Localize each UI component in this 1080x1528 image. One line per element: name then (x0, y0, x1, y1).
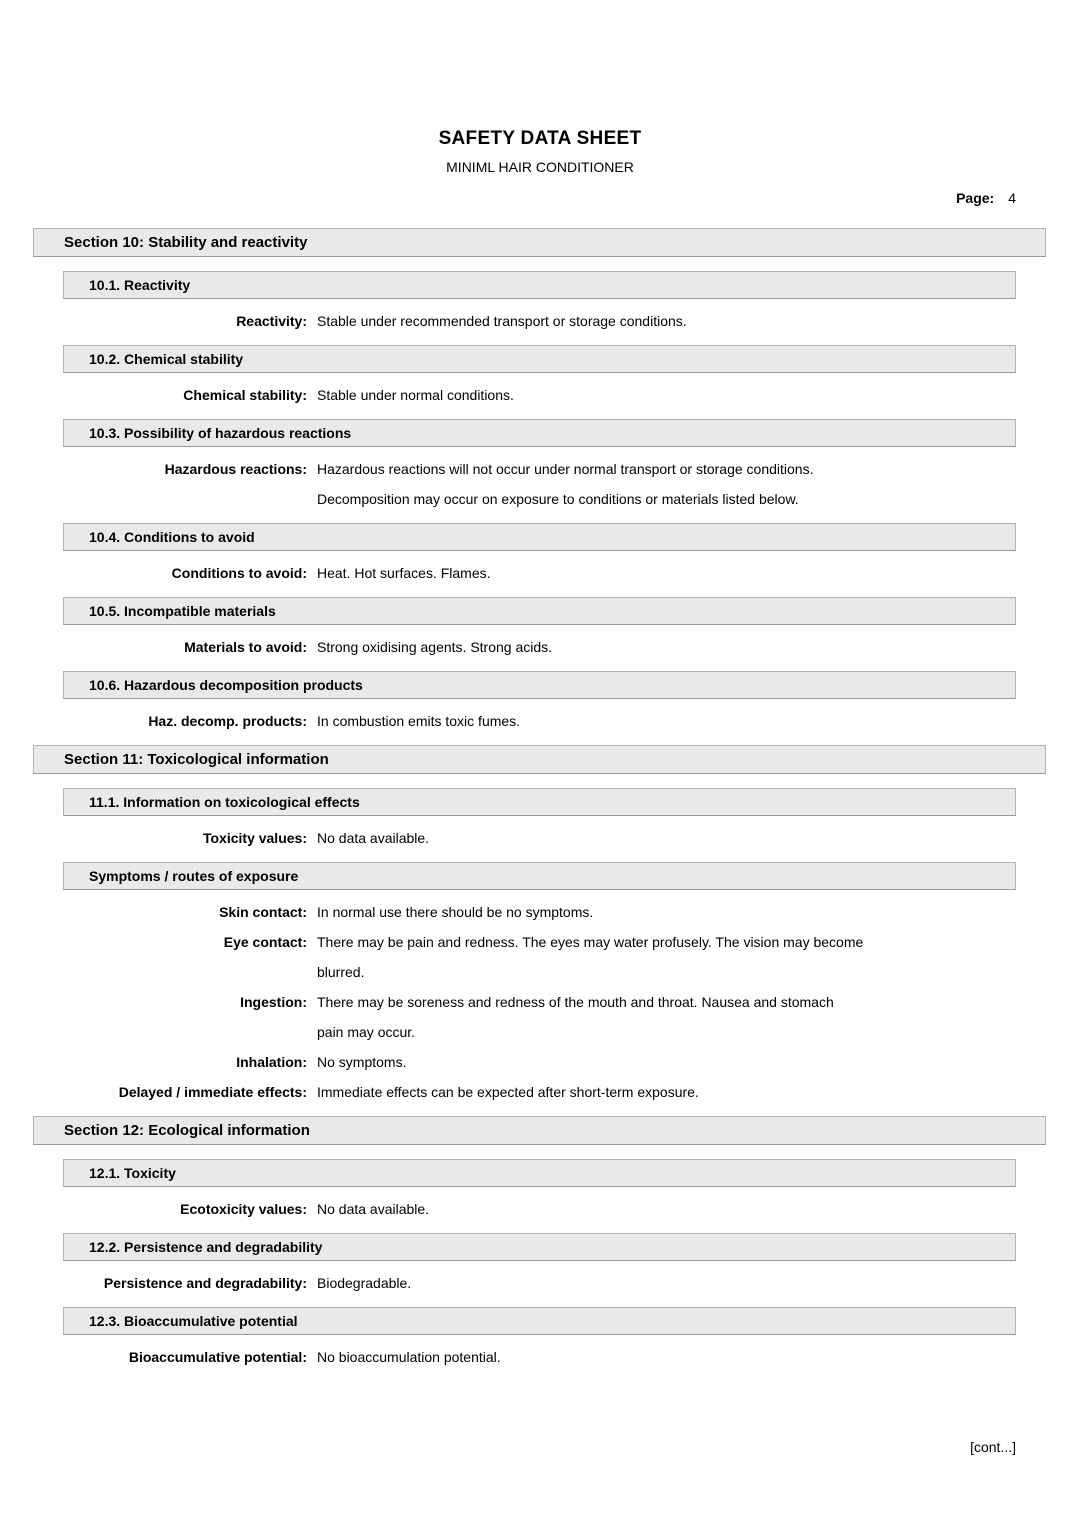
subsection-block (0, 1159, 1080, 1224)
field-value (317, 1077, 699, 1107)
field-row (0, 1268, 1080, 1298)
field-value (317, 454, 813, 514)
field-value-line: Biodegradable. (317, 1275, 412, 1291)
field-value-line: Heat. Hot surfaces. Flames. (317, 565, 491, 581)
field-value (317, 1194, 429, 1224)
document-section (0, 1116, 1080, 1372)
field-row (0, 823, 1080, 853)
page-indicator (0, 189, 1080, 207)
field-row (0, 454, 1080, 514)
page-label: Page: (956, 190, 995, 206)
field-value-line: No data available. (317, 830, 430, 846)
field-row (0, 1077, 1080, 1107)
field-value (317, 927, 863, 987)
field-label: Delayed / immediate effects: (118, 1084, 307, 1100)
subsection-block (0, 1307, 1080, 1372)
field-value (317, 897, 593, 927)
field-value-line: There may be soreness and redness of the mouth and throat. Nausea and stomach (317, 994, 834, 1010)
subsection-block (0, 419, 1080, 514)
section-header-bar: Section 12: Ecological information (33, 1116, 1046, 1145)
field-value-line: No data available. (317, 1201, 430, 1217)
field-value-line: pain may occur. (317, 1024, 416, 1040)
page-number: 4 (1008, 190, 1016, 206)
subsection-block (0, 271, 1080, 336)
document-header (0, 0, 1080, 207)
field-label: Hazardous reactions: (164, 461, 307, 477)
field-value-line: Immediate effects can be expected after short-term exposure. (317, 1084, 699, 1100)
field-row (0, 1194, 1080, 1224)
subsection-block (0, 788, 1080, 853)
field-value-line: No symptoms. (317, 1054, 407, 1070)
field-value-line: No bioaccumulation potential. (317, 1349, 501, 1365)
field-row (0, 306, 1080, 336)
subsection-header-bar: 12.2. Persistence and degradability (63, 1233, 1016, 1261)
field-value-line: In normal use there should be no symptoms. (317, 904, 594, 920)
field-value (317, 823, 429, 853)
field-row (0, 897, 1080, 927)
field-row (0, 706, 1080, 736)
field-label: Persistence and degradability: (103, 1275, 307, 1291)
section-header-bar: Section 11: Toxicological information (33, 745, 1046, 774)
field-label: Bioaccumulative potential: (128, 1349, 307, 1365)
field-label: Chemical stability: (183, 387, 307, 403)
subsection-header-bar: 10.3. Possibility of hazardous reactions (63, 419, 1016, 447)
subsection-block (0, 597, 1080, 662)
field-label: Skin contact: (219, 904, 307, 920)
document-section (0, 228, 1080, 736)
field-value (317, 987, 834, 1047)
field-label: Toxicity values: (202, 830, 307, 846)
subsection-block (0, 1233, 1080, 1298)
subsection-header-bar: 10.6. Hazardous decomposition products (63, 671, 1016, 699)
subsection-header-bar: 12.1. Toxicity (63, 1159, 1016, 1187)
field-label: Reactivity: (236, 313, 307, 329)
product-name: MINIML HAIR CONDITIONER (446, 159, 634, 175)
subsection-block (0, 862, 1080, 1107)
field-value (317, 1047, 406, 1077)
subsection-header-bar: 10.4. Conditions to avoid (63, 523, 1016, 551)
field-value-line: Hazardous reactions will not occur under normal transport or storage conditions. (317, 461, 814, 477)
field-row (0, 987, 1080, 1047)
field-row (0, 380, 1080, 410)
field-row (0, 1342, 1080, 1372)
field-label: Materials to avoid: (184, 639, 307, 655)
subsection-header-bar: Symptoms / routes of exposure (63, 862, 1016, 890)
field-label: Conditions to avoid: (171, 565, 307, 581)
field-value-line: Stable under normal conditions. (317, 387, 514, 403)
field-label: Inhalation: (236, 1054, 307, 1070)
field-row (0, 1047, 1080, 1077)
field-value (317, 1342, 501, 1372)
field-value-line: blurred. (317, 964, 365, 980)
subsection-block (0, 345, 1080, 410)
field-value (317, 380, 514, 410)
subsection-header-bar: 10.1. Reactivity (63, 271, 1016, 299)
subsection-header-bar: 10.5. Incompatible materials (63, 597, 1016, 625)
document-section (0, 745, 1080, 1107)
field-value (317, 306, 687, 336)
subsection-block (0, 523, 1080, 588)
field-value-line: Stable under recommended transport or storage conditions. (317, 313, 687, 329)
subsection-block (0, 671, 1080, 736)
section-header-bar: Section 10: Stability and reactivity (33, 228, 1046, 257)
field-label: Ecotoxicity values: (180, 1201, 307, 1217)
subsection-header-bar: 10.2. Chemical stability (63, 345, 1016, 373)
continued-marker: [cont...] (970, 1439, 1016, 1455)
document-title: SAFETY DATA SHEET (438, 128, 642, 149)
field-row (0, 632, 1080, 662)
field-row (0, 927, 1080, 987)
subsection-header-bar: 12.3. Bioaccumulative potential (63, 1307, 1016, 1335)
field-value-line: Strong oxidising agents. Strong acids. (317, 639, 553, 655)
subsection-header-bar: 11.1. Information on toxicological effects (63, 788, 1016, 816)
field-value (317, 1268, 411, 1298)
field-label: Haz. decomp. products: (148, 713, 307, 729)
field-value-line: Decomposition may occur on exposure to conditions or materials listed below. (317, 491, 799, 507)
field-row (0, 558, 1080, 588)
field-value-line: In combustion emits toxic fumes. (317, 713, 521, 729)
field-label: Eye contact: (223, 934, 307, 950)
field-value-line: There may be pain and redness. The eyes may water profusely. The vision may become (317, 934, 864, 950)
field-value (317, 632, 552, 662)
field-value (317, 558, 491, 588)
field-value (317, 706, 520, 736)
document-body (0, 228, 1080, 1372)
field-label: Ingestion: (240, 994, 307, 1010)
